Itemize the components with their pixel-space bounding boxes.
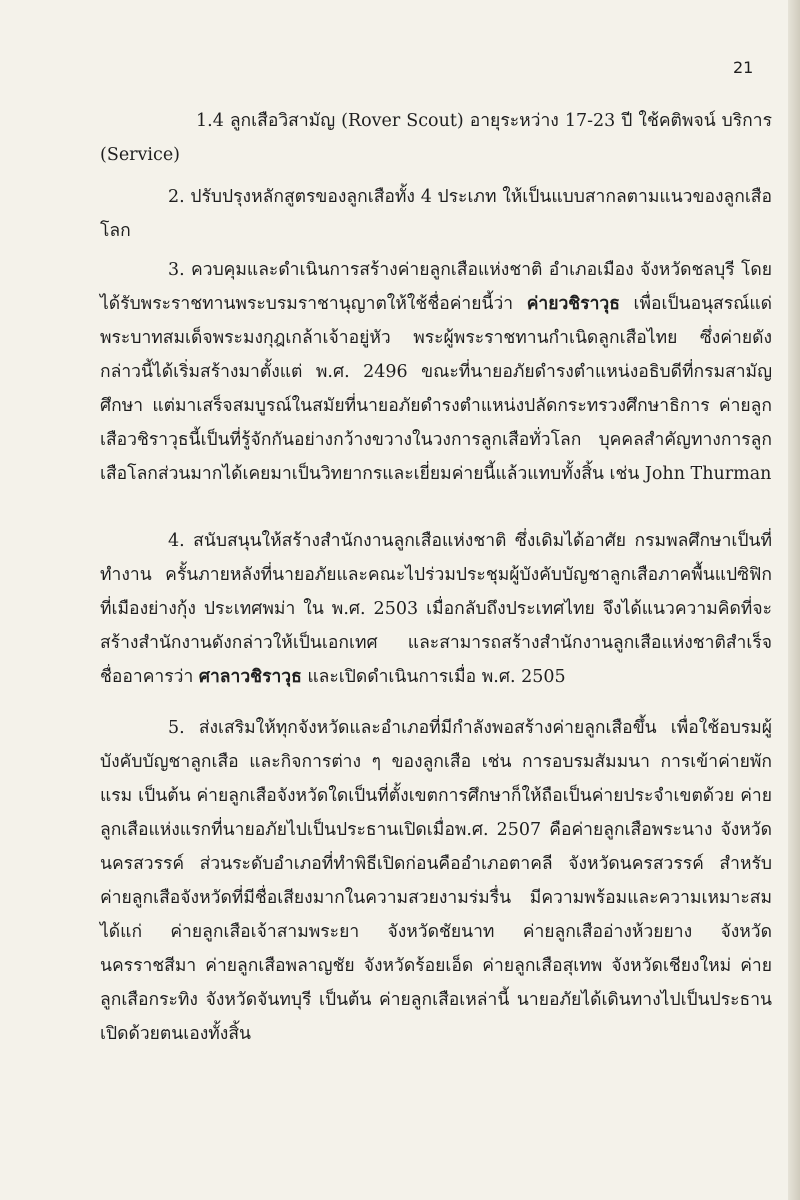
paragraph-text: 2. ปรับปรุงหลักสูตรของลูกเสือทั้ง 4 ประเภท ให้เป็นแบบสากลตามแนวของลูกเสือโลก xyxy=(100,187,772,241)
paragraph-curriculum xyxy=(100,180,772,248)
paragraph-text: และเปิดดำเนินการเมื่อ พ.ศ. 2505 xyxy=(301,667,566,687)
paragraph-provincial-camps xyxy=(100,711,772,1051)
paragraph-text: 5. ส่งเสริมให้ทุกจังหวัดและอำเภอที่มีกำลังพอสร้างค่ายลูกเสือขึ้น เพื่อใช้อบรมผู้บังคับบัญชาลูกเสือ และกิจการต่าง ๆ ของลูกเสือ เช่น การอบรมสัมมนา การเข้าค่ายพักแรม เป็นต้น ค่ายลูกเสือจังหวัดใดเป็นที่ตั้งเขตการศึกษาก็ให้ถือเป็นค่ายประจำเขตด้วย ค่ายลูกเสือแห่งแรกที่นายอภัยไปเป็นประธานเปิดเมื่อพ.ศ. 2507 คือค่ายลูกเสือพระนาง จังหวัดนครสวรรค์ ส่วนระดับอำเภอที่ทำพิธีเปิดก่อนคืออำเภอตาคลี จังหวัดนครสวรรค์ สำหรับค่ายลูกเสือจังหวัดที่มีชื่อเสียงมากในความสวยงามร่มรื่น มีความพร้อมและความเหมาะสม ได้แก่ ค่ายลูกเสือเจ้าสามพระยา จังหวัดชัยนาท ค่ายลูกเสืออ่างห้วยยาง จังหวัดนครราชสีมา ค่ายลูกเสือพลาญชัย จังหวัดร้อยเอ็ด ค่ายลูกเสือสุเทพ จังหวัดเชียงใหม่ ค่ายลูกเสือกระทิง จังหวัดจันทบุรี เป็นต้น ค่ายลูกเสือเหล่านี้ นายอภัยได้เดินทางไปเป็นประธานเปิดด้วยตนเองทั้งสิ้น xyxy=(100,718,772,1044)
paragraph-rover-scout xyxy=(100,104,772,172)
camp-name: ค่ายวชิราวุธ xyxy=(526,294,620,314)
paragraph-text: 3. ควบคุมและดำเนินการสร้างค่ายลูกเสือแห่งชาติ อำเภอเมือง จังหวัดชลบุรี โดยได้รับพระราชทานพระบรมราชานุญาตให้ใช้ชื่อค่ายนี้ว่า xyxy=(100,260,772,314)
paragraph-text: 1.4 ลูกเสือวิสามัญ (Rover Scout) อายุระหว่าง 17-23 ปี ใช้คติพจน์ บริการ (Service) xyxy=(100,111,772,165)
page-edge xyxy=(788,0,800,1200)
page-number: 21 xyxy=(733,58,754,77)
paragraph-scout-office xyxy=(100,524,772,694)
building-name: ศาลาวชิราวุธ xyxy=(198,667,302,687)
paragraph-text: 4. สนับสนุนให้สร้างสำนักงานลูกเสือแห่งชาติ ซึ่งเดิมได้อาศัย กรมพลศึกษาเป็นที่ทำงาน ครั้นภายหลังที่นายอภัยและคณะไปร่วมประชุมผู้บังคับบัญชาลูกเสือภาคพื้นแปซิฟิก ที่เมืองย่างกุ้ง ประเทศพม่า ใน พ.ศ. 2503 เมื่อกลับถึงประเทศไทย จึงได้แนวความคิดที่จะสร้างสำนักงานดังกล่าวให้เป็นเอกเทศ และสามารถสร้างสำนักงานลูกเสือแห่งชาติสำเร็จ ชื่ออาคารว่า xyxy=(100,531,772,687)
paragraph-vajiravudh-camp xyxy=(100,253,772,491)
paragraph-text: เพื่อเป็นอนุสรณ์แด่พระบาทสมเด็จพระมงกุฎเกล้าเจ้าอยู่หัว พระผู้พระราชทานกำเนิดลูกเสือไทย ซึ่งค่ายดังกล่าวนี้ได้เริ่มสร้างมาตั้งแต่ พ.ศ. 2496 ขณะที่นายอภัยดำรงตำแหน่งอธิบดีที่กรมสามัญศึกษา แต่มาเสร็จสมบูรณ์ในสมัยที่นายอภัยดำรงตำแหน่งปลัดกระทรวงศึกษาธิการ ค่ายลูกเสือวชิราวุธนี้เป็นที่รู้จักกันอย่างกว้างขวางในวงการลูกเสือทั่วโลก บุคคลสำคัญทางการลูกเสือโลกส่วนมากได้เคยมาเป็นวิทยากรและเยี่ยมค่ายนี้แล้วแทบทั้งสิ้น เช่น John Thurman xyxy=(100,294,773,484)
